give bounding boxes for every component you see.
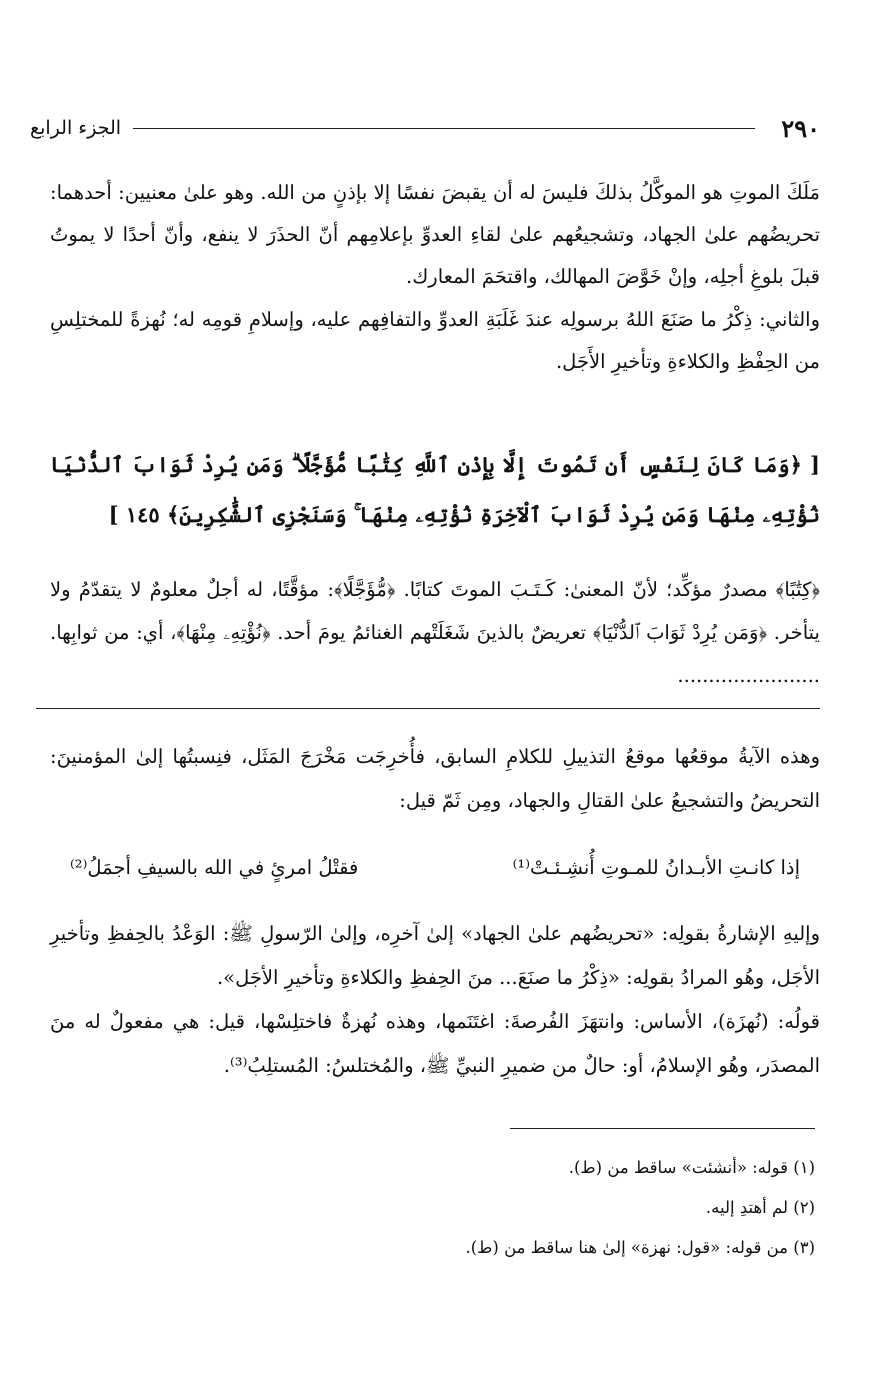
quran-verse: [ ﴿وَمَا كَانَ لِنَفْسٍ أَن تَمُوتَ إِلَّا بِإِذْنِ ٱللَّهِ كِتَٰبًا مُّؤَجَّلًا ۗ وَمَن يُرِدْ ثَوَابَ ٱلدُّنْيَا نُؤْتِهِۦ مِنْهَا وَمَن يُرِدْ ثَوَابَ ٱلْآخِرَةِ نُؤْتِهِۦ مِنْهَا ۚ وَسَنَجْزِى ٱلشَّٰكِرِينَ﴾ ١٤٥ ] [50,452,820,527]
header-divider [133,128,755,129]
footnote: (٣) من قوله: «قول: نهزة» إلىٰ هنا ساقط من (ط). [465,1238,815,1257]
footnote: (١) قوله: «أنشئت» ساقط من (ط). [568,1158,815,1177]
commentary-paragraph: والثاني: ذِكْرُ ما صَنَعَ اللهُ برسولِه عندَ غَلَبَةِ العدوِّ والتفافِهم عليه، وإسلامِ قومِه له؛ نُهزةً للمختلِسِ من الحِفْظِ والكلاءةِ وتأخيرِ الأَجَل. [50,308,820,373]
footnotes [60,1148,815,1268]
commentary-middle: ﴿كِتَٰبًا﴾ مصدرٌ مؤكِّد؛ لأنّ المعنىٰ: كَـتَـبَ الموتَ كتابًا. ﴿مُّؤَجَّلًا﴾: مؤقَّتًا، له أجلٌ معلومٌ لا يتقدّمُ ولا يتأخر. ﴿وَمَن يُرِدْ ثَوَابَ ٱلدُّنْيَا﴾ تعريضٌ بالذينَ شَغَلَتْهم الغنائمُ يومَ أحد. ﴿نُؤْتِهِۦ مِنْهَا﴾، أي: من ثوابِها. ....................... [50,578,820,687]
footnote: (٢) لم أهتدِ إليه. [705,1198,815,1217]
poem-verse [70,848,800,888]
commentary-paragraph: مَلَكَ الموتِ هو الموكَّلُ بذلكَ فليسَ له أن يقبضَ نفسًا إلا بإذنٍ من الله. وهو علىٰ معنيين: أحدهما: تحريضُهم علىٰ الجهاد، وتشجيعُهم علىٰ لقاءِ العدوِّ بإعلامِهم أنّ الحذَرَ لا ينفع، وأنّ أحدًا لا يموتُ قبلَ بلوغِ أجلِه، وإنْ خَوَّضَ المهالك، واقتحَمَ المعارك. [50,181,820,288]
poem-hemistich-second: فقتْلُ امرئٍ في الله بالسيفِ أجمَلُ⁽²⁾ [70,856,359,879]
poem-hemistich-first: إذا كانـتِ الأبـدانُ للمـوتِ أُنشِـئـتْ⁽¹⁾ [512,856,800,879]
gloss-paragraph: وإليهِ الإشارةُ بقولِه: «تحريضُهم علىٰ الجهاد» إلىٰ آخرِه، وإلىٰ الرّسولِ ﷺ: الوَعْدُ بالحِفظِ وتأخيرِ الأجَل، وهُو المرادُ بقولِه: «ذِكْرُ ما صنَعَ... منَ الحِفظِ والكلاءةِ وتأخيرِ الأجَل». [50,922,820,989]
gloss-paragraph: قولُه: (نُهزَة)، الأساس: وانتهَزَ الفُرصةَ: اغتَنَمها، وهذه نُهزةٌ فاختلِسْها، قيل: هي مفعولٌ له منَ المصدَر، وهُو الإسلامُ، أو: حالٌ من ضميرِ النبيِّ ﷺ، والمُختلسُ: المُستلِبُ⁽³⁾. [50,1010,820,1077]
page-header [30,108,820,148]
page-number: ٢٩٠ [781,113,820,143]
gloss-divider [36,708,820,709]
commentary-top [50,172,820,384]
gloss-paragraph: وهذه الآيةُ موقعُها موقعُ التذييلِ للكلامِ السابق، فأُخرِجَت مَخْرَجَ المَثَل، فنِسبتُها إلىٰ المؤمنينَ: التحريضُ والتشجيعُ علىٰ القتالِ والجهاد، ومِن ثَمّ قيل: [50,745,820,812]
footnote-divider [510,1128,815,1129]
volume-title: الجزء الرابع [30,117,122,139]
